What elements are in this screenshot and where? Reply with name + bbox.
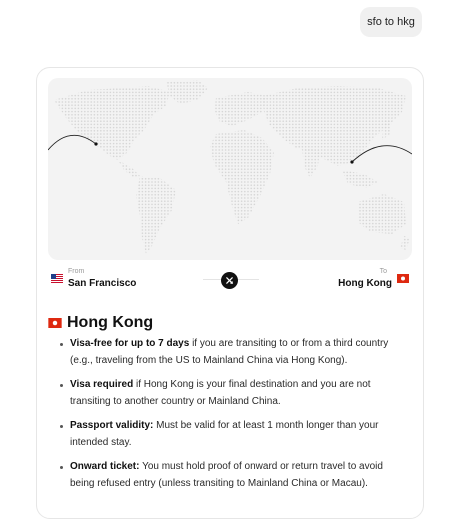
continent-se-asia <box>342 170 378 188</box>
continent-africa <box>210 130 274 224</box>
continent-australia <box>358 194 406 234</box>
bullet <box>60 466 63 469</box>
us-flag-icon <box>51 274 63 283</box>
continent-europe <box>214 92 268 126</box>
route-card <box>36 67 424 519</box>
destination-marker <box>350 160 353 163</box>
note-text: if Hong Kong is your final destination and you are not transiting to another country or Mainland China. <box>70 379 371 407</box>
continent-north-america <box>54 86 170 160</box>
note-text: Must be valid for at least 1 month longer than your intended stay. <box>70 420 379 448</box>
visa-notes-list <box>37 336 407 500</box>
continent-new-zealand <box>400 236 410 250</box>
user-message-bubble <box>360 7 422 37</box>
hk-flag-icon <box>48 318 62 328</box>
note-text: if you are transiting to or from a third country (e.g., traveling from the US to Mainland China via Hong Kong). <box>70 338 389 366</box>
note-heading: Visa-free for up to 7 days <box>70 338 190 349</box>
note-heading: Onward ticket: <box>70 461 140 472</box>
note-heading: Passport validity: <box>70 420 154 431</box>
destination-title: Hong Kong <box>67 314 154 331</box>
world-map <box>48 78 412 260</box>
from-city: San Francisco <box>68 278 137 289</box>
to-city: Hong Kong <box>338 278 392 289</box>
note-heading: Visa required <box>70 379 134 390</box>
continent-central-america <box>118 160 140 178</box>
user-message-text: sfo to hkg <box>367 16 415 28</box>
bullet <box>60 343 63 346</box>
note-text: You must hold proof of onward or return travel to avoid being refused entry (unless transiting to Mainland China or Macau). <box>70 461 383 489</box>
from-label: From <box>68 268 85 275</box>
swap-arrows-icon <box>225 276 234 285</box>
continent-south-america <box>136 176 176 254</box>
world-map-svg <box>48 78 412 260</box>
destination-heading <box>48 312 153 334</box>
bullet <box>60 425 63 428</box>
list-item <box>37 459 407 492</box>
to-label: To <box>379 268 387 275</box>
swap-route-button[interactable] <box>221 272 238 289</box>
list-item <box>37 377 407 410</box>
list-item <box>37 418 407 451</box>
list-item <box>37 336 407 369</box>
continent-greenland <box>166 80 208 104</box>
bullet <box>60 384 63 387</box>
continent-india <box>302 148 320 178</box>
origin-marker <box>94 142 97 145</box>
route-summary <box>48 268 412 296</box>
hk-flag-icon <box>397 274 409 283</box>
